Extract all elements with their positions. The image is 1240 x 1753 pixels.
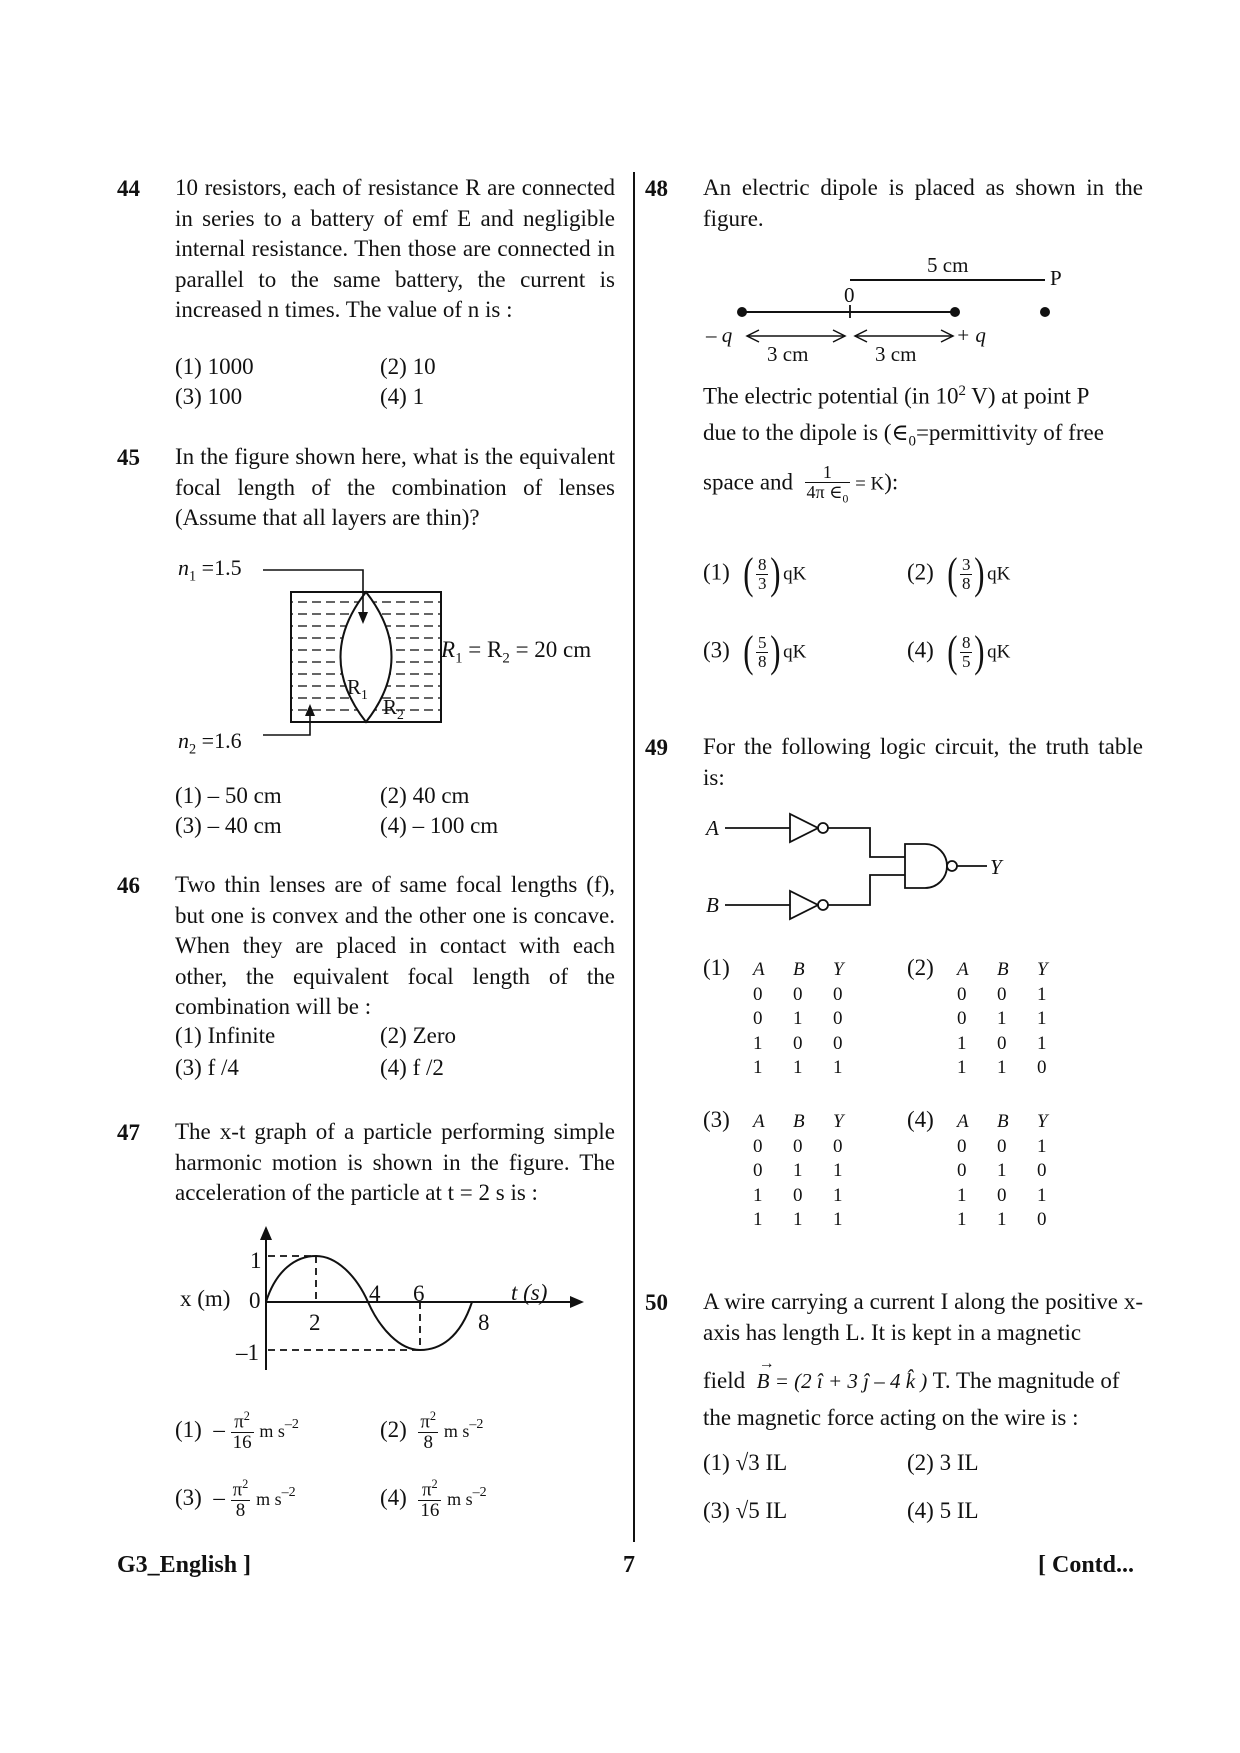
logic-circuit-figure (715, 800, 1015, 930)
table-row: 1 0 0 (753, 1032, 843, 1054)
dipole-5cm-label: 5 cm (927, 253, 969, 277)
q49-option-1-label[interactable]: (1) (703, 955, 730, 980)
lens-n1-label: $n_1 =1.5$ (178, 555, 242, 585)
q47-option-2[interactable]: (2) $\frac{\pi^2}{8}$ m $s^{-2}$ (380, 1409, 484, 1454)
q48-option-1[interactable]: (1) ( $\frac{8}{3}$ ) qK (703, 549, 807, 598)
table-row: 0 0 0 (753, 1135, 843, 1157)
q46-option-3[interactable]: (3) f /4 (175, 1055, 239, 1080)
q46-option-2[interactable]: (2) Zero (380, 1023, 456, 1048)
table-row: 1 1 0 (957, 1057, 1047, 1078)
table-row: 0 1 0 (753, 1008, 843, 1029)
lens-r1-label: $R_1$ (347, 675, 368, 703)
q49-option-4-label[interactable]: (4) (907, 1107, 934, 1132)
q49-option-2-label[interactable]: (2) (907, 955, 934, 980)
q50-option-1[interactable]: (1) √3 IL (703, 1450, 788, 1475)
question-45-text: In the figure shown here, what is the equivalent focal length of the combination of lenses (Assume that all layers are thin)? (175, 444, 615, 530)
q45-option-2[interactable]: (2) 40 cm (380, 783, 470, 808)
q44-option-2[interactable]: (2) 10 (380, 354, 436, 379)
q48-option-4[interactable]: (4) ( $\frac{8}{5}$ ) qK (907, 627, 1011, 676)
graph-t-tick-2: 2 (309, 1310, 321, 1335)
q46-option-1[interactable]: (1) Infinite (175, 1023, 276, 1048)
question-number-49: 49 (645, 735, 668, 760)
question-number-45: 45 (117, 445, 140, 470)
question-49-text: For the following logic circuit, the truth table is: (703, 734, 1143, 790)
question-48-text-4: space and $\frac{1}{4\pi \in_0}$ = K): (703, 462, 899, 506)
question-number-48: 48 (645, 176, 668, 201)
q45-option-1[interactable]: (1) – 50 cm (175, 783, 282, 808)
question-48-text: An electric dipole is placed as shown in the figure. (703, 175, 1143, 231)
dipole-pos-charge-label: + q (956, 323, 986, 347)
question-number-44: 44 (117, 176, 140, 201)
question-50-text-2: field → B = (2 î + 3 ĵ – 4 k̂ ) T. The magnitude of (703, 1355, 1120, 1393)
footer-continued: [ Contd... (1038, 1552, 1135, 1578)
table-row: 0 1 0 (957, 1160, 1047, 1181)
q44-option-4[interactable]: (4) 1 (380, 384, 425, 409)
q46-option-4[interactable]: (4) f /2 (380, 1055, 444, 1080)
table-row: 0 0 0 (753, 983, 843, 1005)
circuit-input-a-label: A (706, 816, 719, 840)
question-48-text-3: due to the dipole is ($\in_0=permittivity$ of free (703, 420, 1104, 450)
question-48-text-2: The electric potential (in $10^2$ V) at point P (703, 383, 1090, 409)
q47-option-1[interactable]: (1) – $\frac{\pi^2}{16}$ m $s^{-2}$ (175, 1409, 299, 1454)
graph-t-tick-6: 6 (413, 1281, 425, 1306)
circuit-input-b-label: B (706, 893, 719, 917)
lens-n2-label: $n_2 =1.6$ (178, 728, 242, 758)
question-50-text: A wire carrying a current I along the positive x-axis has length L. It is kept in a magnetic (703, 1289, 1143, 1345)
table-row: 0 1 1 (753, 1160, 843, 1181)
graph-y-tick-1: 1 (250, 1248, 262, 1273)
table-row: 1 0 1 (957, 1184, 1047, 1206)
dipole-point-p-label: P (1050, 266, 1062, 290)
q48-option-2[interactable]: (2) ( $\frac{3}{8}$ ) qK (907, 549, 1011, 598)
table-row: 1 0 1 (957, 1032, 1047, 1054)
dipole-neg-charge-label: – q (706, 323, 733, 347)
question-44-text: 10 resistors, each of resistance R are connected in series to a battery of emf E and negligible internal resistance. Then those are connected in parallel to the same battery, the current is increased n times. The value of n is : (175, 175, 615, 322)
lens-combination-figure (255, 560, 455, 750)
table-row: 0 1 1 (957, 1008, 1047, 1029)
table-row: 1 1 1 (753, 1057, 843, 1078)
q48-option-3[interactable]: (3) ( $\frac{5}{8}$ ) qK (703, 627, 807, 676)
table-row: 1 1 1 (753, 1209, 843, 1230)
dipole-origin-label: 0 (844, 283, 855, 307)
question-50-text-3: the magnetic force acting on the wire is : (703, 1405, 1079, 1430)
question-47-text: The x-t graph of a particle performing simple harmonic motion is shown in the figure. The acceleration of the particle at t = 2 s is : (175, 1119, 615, 1205)
q49-option-4-table[interactable]: A B Y 0 0 1 0 1 0 1 0 1 1 1 0 (957, 1110, 1077, 1233)
footer-page-number: 7 (623, 1552, 635, 1578)
q50-option-4[interactable]: (4) 5 IL (907, 1498, 979, 1523)
circuit-output-y-label: Y (990, 855, 1002, 879)
question-number-47: 47 (117, 1120, 140, 1145)
footer-paper-code: G3_English ] (117, 1552, 252, 1578)
table-row: 0 0 1 (957, 983, 1047, 1005)
question-46-text: Two thin lenses are of same focal lengths (f), but one is convex and the other one is concave. When they are placed in contact with each other, the equivalent focal length of the combination will be : (175, 872, 615, 1019)
graph-t-tick-4: 4 (369, 1281, 381, 1306)
dipole-dist-right-label: 3 cm (875, 342, 917, 366)
q49-option-1-table[interactable]: A B Y 0 0 0 0 1 0 1 0 0 1 1 1 (753, 958, 873, 1081)
table-row: 1 1 0 (957, 1209, 1047, 1230)
q47-option-3[interactable]: (3) – $\frac{\pi^2}{8}$ m $s^{-2}$ (175, 1477, 296, 1522)
q44-option-1[interactable]: (1) 1000 (175, 354, 254, 379)
q49-option-3-label[interactable]: (3) (703, 1107, 730, 1132)
question-number-46: 46 (117, 873, 140, 898)
graph-x-label: t (s) (511, 1280, 548, 1305)
graph-t-tick-8: 8 (478, 1310, 490, 1335)
q45-option-4[interactable]: (4) – 100 cm (380, 813, 499, 838)
column-divider (633, 172, 635, 1542)
q50-option-3[interactable]: (3) √5 IL (703, 1498, 788, 1523)
q47-option-4[interactable]: (4) $\frac{\pi^2}{16}$ m $s^{-2}$ (380, 1477, 487, 1522)
graph-y-tick-neg1: –1 (236, 1340, 259, 1365)
graph-y-label: x (m) (180, 1286, 231, 1311)
question-number-50: 50 (645, 1290, 668, 1315)
q45-option-3[interactable]: (3) – 40 cm (175, 813, 282, 838)
q50-option-2[interactable]: (2) 3 IL (907, 1450, 979, 1475)
lens-radius-label: $R_1 = R_2 = 20$ cm (441, 637, 592, 667)
q49-option-2-table[interactable]: A B Y 0 0 1 0 1 1 1 0 1 1 1 0 (957, 958, 1077, 1081)
q49-option-3-table[interactable]: A B Y 0 0 0 0 1 1 1 0 1 1 1 1 (753, 1110, 873, 1233)
q44-option-3[interactable]: (3) 100 (175, 384, 243, 409)
graph-y-tick-0: 0 (249, 1288, 261, 1313)
table-row: 1 0 1 (753, 1184, 843, 1206)
lens-r2-label: $R_2$ (383, 695, 404, 723)
dipole-dist-left-label: 3 cm (767, 342, 809, 366)
table-row: 0 0 1 (957, 1135, 1047, 1157)
